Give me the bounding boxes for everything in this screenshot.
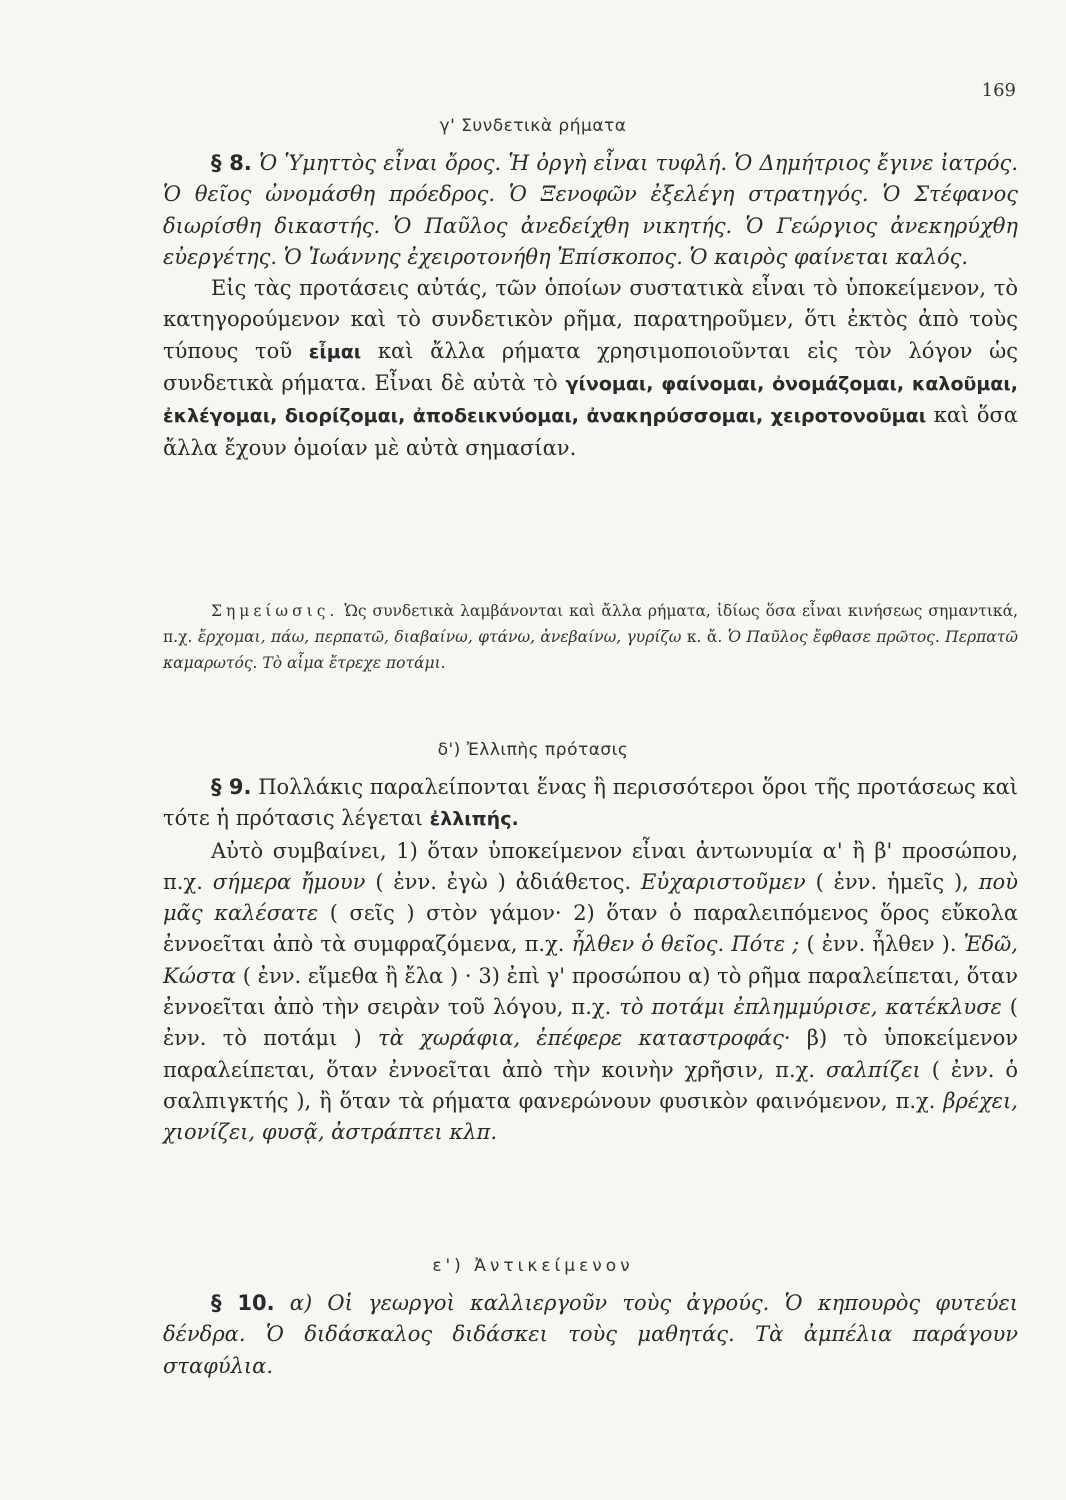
- note-label: Σημείωσις.: [211, 602, 339, 620]
- paragraph-8: [163, 148, 1018, 273]
- section-e-body: [163, 1288, 1018, 1382]
- paragraph-ellipsis-cases: Αὐτὸ συμβαίνει, 1) ὅταν ὑποκείμενον εἶναι ἀντωνυμία α' ἢ β' προσώπου, π.χ. σήμερα ἤμουν ( ἐνν. ἐγὼ ) ἀδιάθετος. Εὐχαριστοῦμεν ( ἐνν. ἡμεῖς ), ποὺ μᾶς καλέσατε ( σεῖς ) στὸν γάμον· 2) ὅταν ὁ παραλειπόμενος ὅρος εὔκολα ἐννοεῖται ἀπὸ τὰ συμφραζόμενα, π.χ. ἦλθεν ὁ θεῖος. Πότε ; ( ἐνν. ἦλθεν ). Ἐδῶ, Κώστα ( ἐνν. εἴμεθα ἢ ἔλα ) · 3) ἐπὶ γ' προσώπου α) τὸ ρῆμα παραλείπεται, ὅταν ἐννοεῖται ἀπὸ τὴν σειρὰν τοῦ λόγου, π.χ. τὸ ποτάμι ἐπλημμύρισε, κατέκλυσε ( ἐνν. τὸ ποτάμι ) τὰ χωράφια, ἐπέφερε καταστροφάς· β) τὸ ὑποκείμενον παραλείπεται, ὅταν ἐννοεῖται ἀπὸ τὴν κοινὴν χρῆσιν, π.χ. σαλπίζει ( ἐνν. ὁ σαλπιγκτής ), ἢ ὅταν τὰ ρήματα φανερώνουν φυσικὸν φαινόμενον, π.χ. βρέχει, χιονίζει, φυσᾷ, ἀστράπτει κλπ.: [163, 838, 1018, 1145]
- paragraph-9: § 9. Πολλάκις παραλείπονται ἕνας ἢ περισσότεροι ὅροι τῆς προτάσεως καὶ τότε ἡ πρότασις λέγεται ἐλλιπής.: [163, 775, 1018, 831]
- examples-10: Οἱ γεωργοὶ καλλιεργοῦν τοὺς ἀγρούς. Ὁ κηπουρὸς φυτεύει δένδρα. Ὁ διδάσκαλος διδάσκει τοὺς μαθητάς. Τὰ ἀμπέλια παράγουν σταφύλια.: [163, 1291, 1018, 1378]
- paragraph-10: § 10. α) Οἱ γεωργοὶ καλλιεργοῦν τοὺς ἀγρούς. Ὁ κηπουρὸς φυτεύει δένδρα. Ὁ διδάσκαλος διδάσκει τοὺς μαθητάς. Τὰ ἀμπέλια παράγουν σταφύλια.: [163, 1291, 1018, 1378]
- section-d-body: [163, 772, 1018, 1149]
- section-c-body: [163, 148, 1018, 464]
- page-number: 169: [981, 80, 1016, 101]
- section-heading-d: δ') Ἐλλιπὴς πρότασις: [437, 740, 629, 760]
- section-number-10: § 10.: [211, 1291, 275, 1315]
- note-paragraph: Σημείωσις. Ὡς συνδετικὰ λαμβάνονται καὶ ἄλλα ρήματα, ἰδίως ὅσα εἶναι κινήσεως σημαντικά, π.χ. ἔρχομαι, πάω, περπατῶ, διαβαίνω, φτάνω, ἀνεβαίνω, γυρίζω κ. ἄ. Ὁ Παῦλος ἔφθασε πρῶτος. Περπατῶ καμαρωτός. Τὸ αἷμα ἔτρεχε ποτάμι.: [163, 602, 1018, 672]
- bold-term-eimai: εἶμαι: [308, 340, 362, 363]
- examples-8: Ὁ Ὑμηττὸς εἶναι ὄρος. Ἡ ὀργὴ εἶναι τυφλή. Ὁ Δημήτριος ἔγινε ἰατρός. Ὁ θεῖος ὠνομάσθη πρόεδρος. Ὁ Ξενοφῶν ἐξελέγη στρατηγός. Ὁ Στέφανος διωρίσθη δικαστής. Ὁ Παῦλος ἀνεδείχθη νικητής. Ὁ Γεώργιος ἀνεκηρύχθη εὐεργέτης. Ὁ Ἰωάννης ἐχειροτονήθη Ἐπίσκοπος. Ὁ καιρὸς φαίνεται καλός.: [163, 151, 1018, 269]
- bold-term-ellipis: ἐλλιπής.: [429, 808, 519, 831]
- section-heading-e: ε') Ἀντικείμενον: [432, 1256, 634, 1276]
- section-number-9: § 9.: [211, 775, 252, 799]
- paragraph-linking-verbs: Εἰς τὰς προτάσεις αὐτάς, τῶν ὁποίων συστατικὰ εἶναι τὸ ὑποκείμενον, τὸ κατηγορούμενον καὶ τὸ συνδετικὸν ρῆμα, παρατηροῦμεν, ὅτι ἐκτὸς ἀπὸ τοὺς τύπους τοῦ εἶμαι καὶ ἄλλα ρήματα χρησιμοποιοῦνται εἰς τὸν λόγον ὡς συνδετικὰ ρήματα. Εἶναι δὲ αὐτὰ τὸ γίνομαι, φαίνομαι, ὀνομάζομαι, καλοῦμαι, ἐκλέγομαι, διορίζομαι, ἀποδεικνύομαι, ἀνακηρύσσομαι, χειροτονοῦμαι καὶ ὅσα ἄλλα ἔχουν ὁμοίαν μὲ αὐτὰ σημασίαν.: [163, 276, 1018, 460]
- section-heading-c: γ' Συνδετικὰ ρήματα: [439, 116, 627, 136]
- bold-verb-list: γίνομαι, φαίνομαι, ὀνομάζομαι, καλοῦμαι, ἐκλέγομαι, διορίζομαι, ἀποδεικνύομαι, ἀνακηρύσσομαι, χειροτονοῦμαι: [163, 373, 1018, 428]
- section-number-8: § 8.: [211, 151, 252, 175]
- note-block: [163, 598, 1018, 676]
